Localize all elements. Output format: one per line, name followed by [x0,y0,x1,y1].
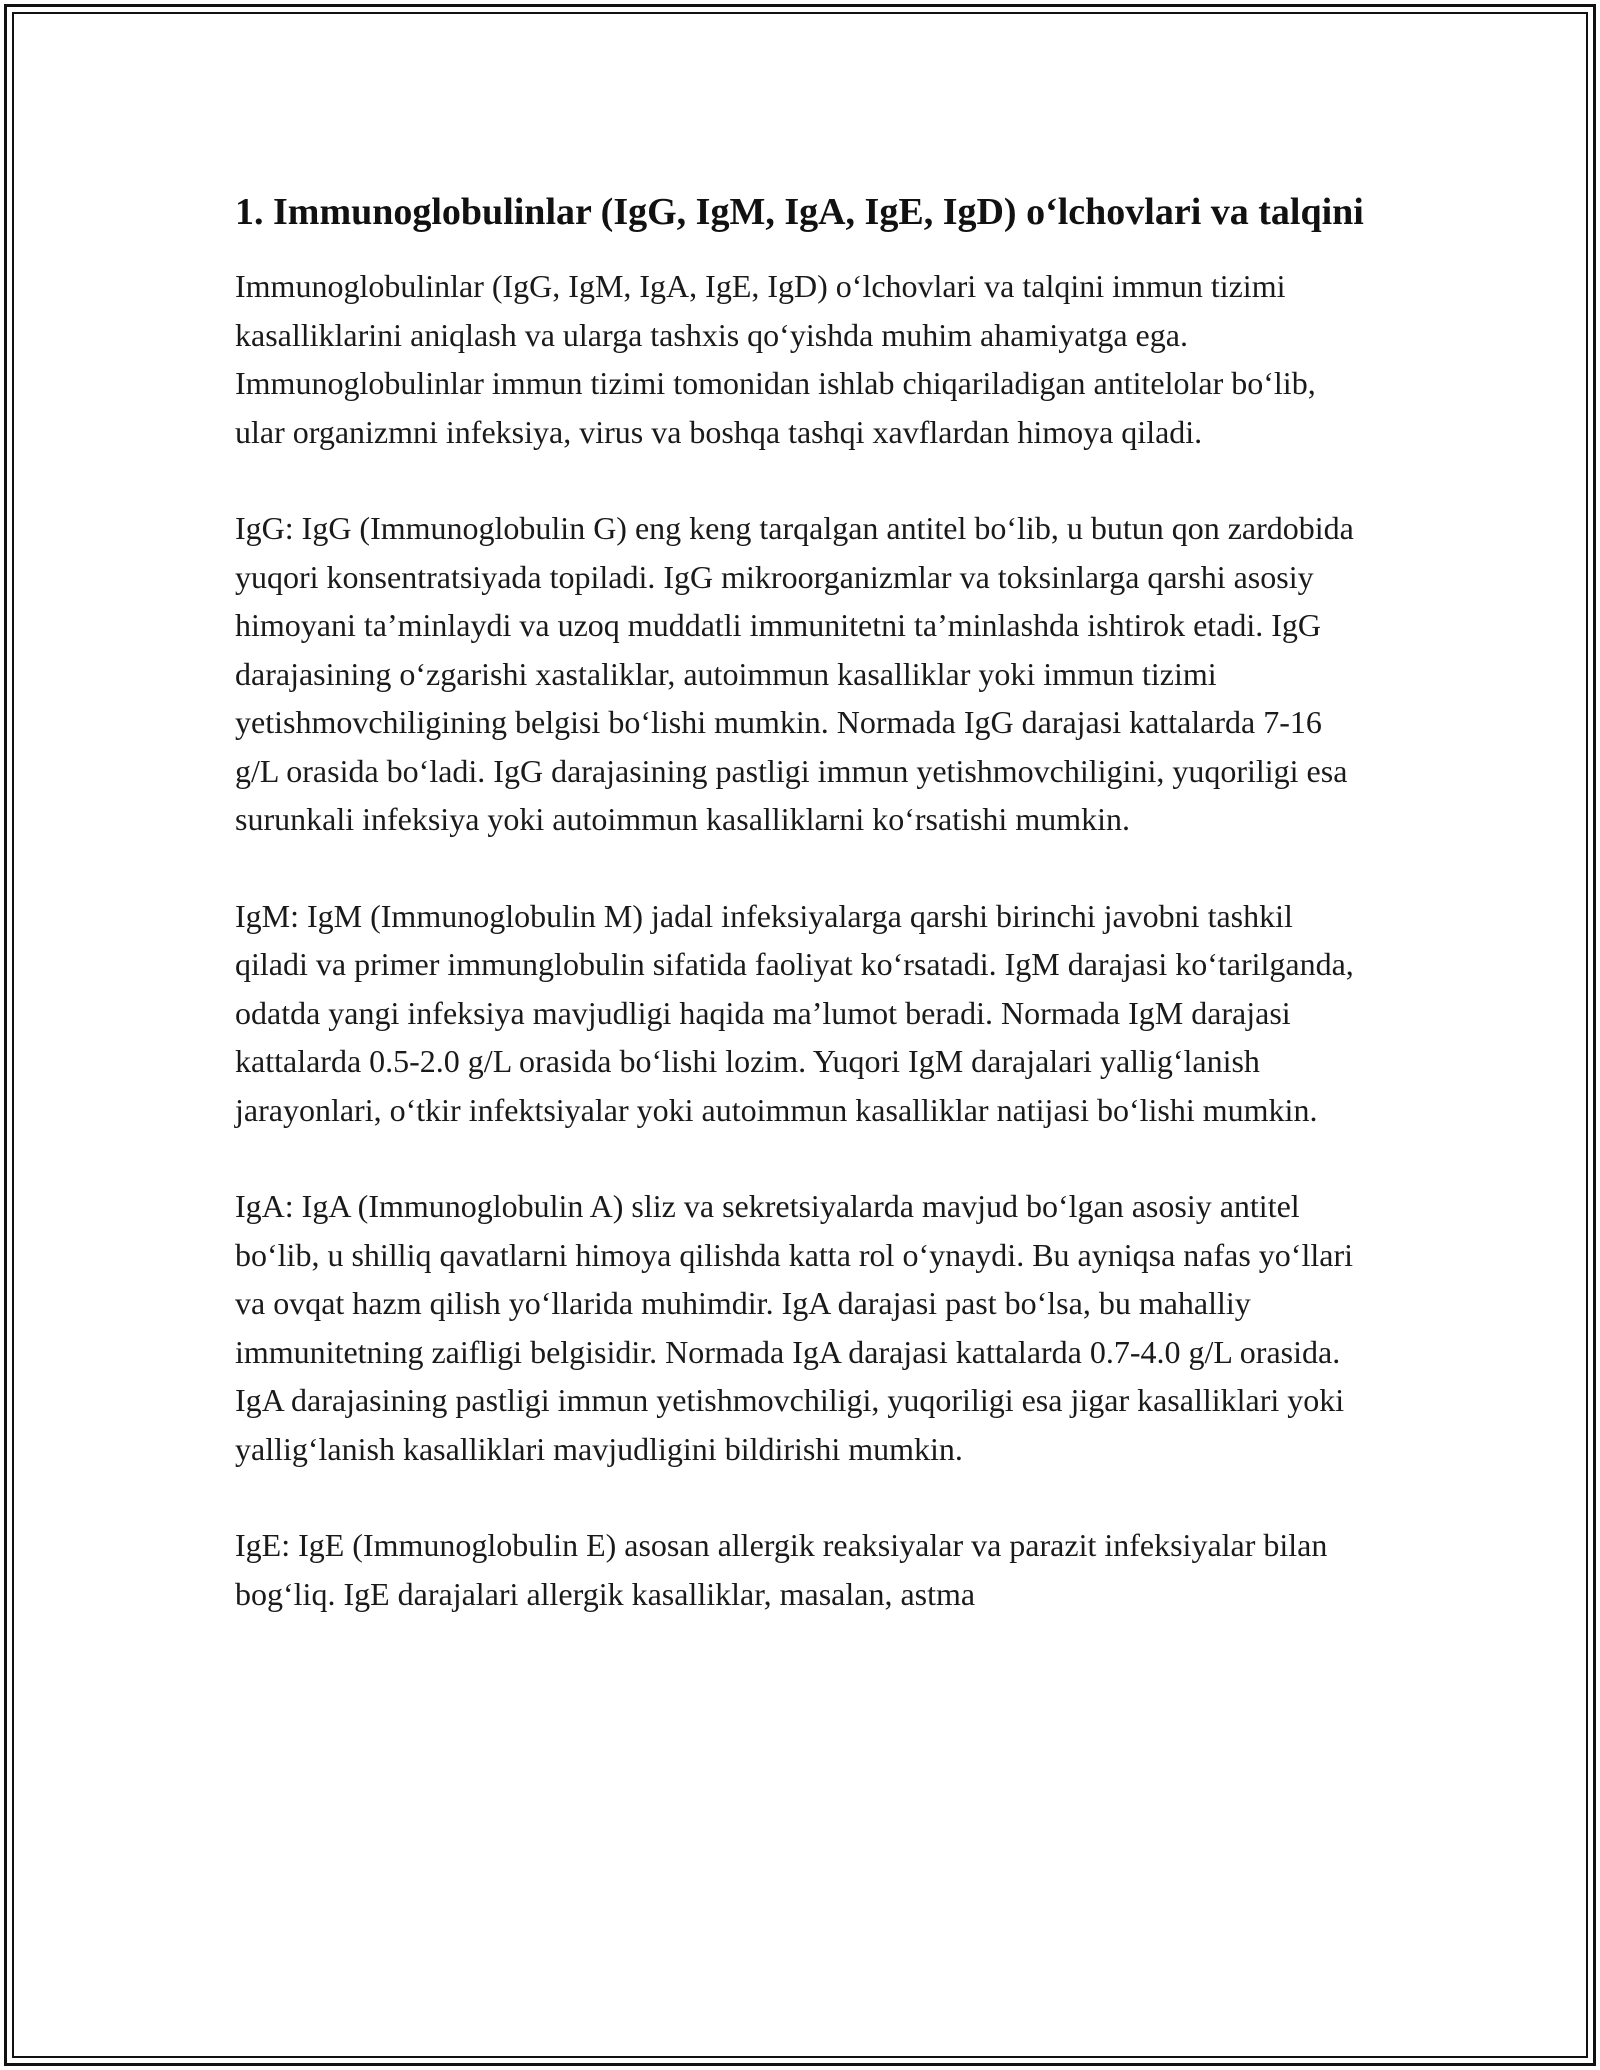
page-title: 1. Immunoglobulinlar (IgG, IgM, IgA, IgE, IgD) o‘lchovlari va talqini [235,191,1364,233]
document-body [235,185,1370,1666]
igg-paragraph: IgG: IgG (Immunoglobulin G) eng keng tarqalgan antitel bo‘lib, u butun qon zardobida yuqori konsentratsiyada topiladi. IgG mikroorganizmlar va toksinlarga qarshi asosiy himoyani ta’minlaydi va uzoq muddatli immunitetni ta’minlashda ishtirok etadi. IgG darajasining o‘zgarishi xastaliklar, autoimmun kasalliklar yoki immun tizimi yetishmovchiligining belgisi bo‘lishi mumkin. Normada IgG darajasi kattalarda 7-16 g/L orasida bo‘ladi. IgG darajasining pastligi immun yetishmovchiligini, yuqoriligi esa surunkali infeksiya yoki autoimmun kasalliklarni ko‘rsatishi mumkin. [235,510,1354,837]
igm-paragraph: IgM: IgM (Immunoglobulin M) jadal infeksiyalarga qarshi birinchi javobni tashkil qiladi va primer immunglobulin sifatida faoliyat ko‘rsatadi. IgM darajasi ko‘tarilganda, odatda yangi infeksiya mavjudligi haqida ma’lumot beradi. Normada IgM darajasi kattalarda 0.5-2.0 g/L orasida bo‘lishi lozim. Yuqori IgM darajalari yallig‘lanish jarayonlari, o‘tkir infektsiyalar yoki autoimmun kasalliklar natijasi bo‘lishi mumkin. [235,897,1354,1128]
intro-paragraph: Immunoglobulinlar (IgG, IgM, IgA, IgE, IgD) o‘lchovlari va talqini immun tizimi kasalliklarini aniqlash va ularga tashxis qo‘yishda muhim ahamiyatga ega. Immunoglobulinlar immun tizimi tomonidan ishlab chiqariladigan antitelolar bo‘lib, ular organizmni infeksiya, virus va boshqa tashqi xavflardan himoya qiladi. [235,268,1316,450]
ige-paragraph: IgE: IgE (Immunoglobulin E) asosan allergik reaksiyalar va parazit infeksiyalar bilan bog‘liq. IgE darajalari allergik kasalliklar, masalan, astma [235,1527,1328,1612]
iga-paragraph: IgA: IgA (Immunoglobulin A) sliz va sekretsiyalarda mavjud bo‘lgan asosiy antitel bo‘lib, u shilliq qavatlarni himoya qilishda katta rol o‘ynaydi. Bu ayniqsa nafas yo‘llari va ovqat hazm qilish yo‘llarida muhimdir. IgA darajasi past bo‘lsa, bu mahalliy immunitetning zaifligi belgisidir. Normada IgA darajasi kattalarda 0.7-4.0 g/L orasida. IgA darajasining pastligi immun yetishmovchiligi, yuqoriligi esa jigar kasalliklari yoki yallig‘lanish kasalliklari mavjudligini bildirishi mumkin. [235,1188,1353,1467]
